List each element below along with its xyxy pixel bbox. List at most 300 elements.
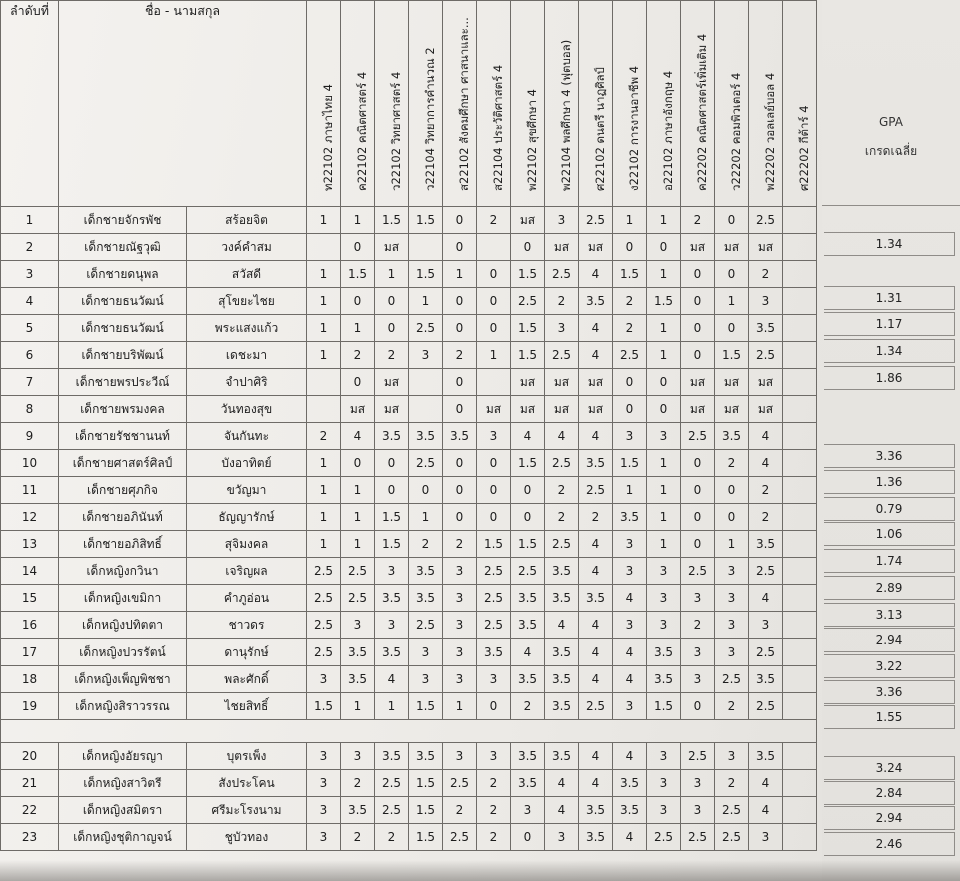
grade-cell: 2.5 [511, 288, 545, 315]
grade-cell: 4 [749, 585, 783, 612]
grade-cell: 2.5 [307, 612, 341, 639]
grade-cell: 3 [477, 666, 511, 693]
grade-cell: 4 [613, 639, 647, 666]
grade-cell: 0 [715, 261, 749, 288]
row-number: 14 [1, 558, 59, 585]
grade-cell: 2 [715, 770, 749, 797]
row-number: 2 [1, 234, 59, 261]
grade-cell: 3.5 [579, 824, 613, 851]
grade-cell: 2.5 [579, 693, 613, 720]
grade-cell: 0 [341, 369, 375, 396]
student-last-name: ชาวดร [187, 612, 307, 639]
grade-cell: 1 [443, 261, 477, 288]
subject-header: ง22102 การงานอาชีพ 4 [613, 1, 647, 207]
grade-cell: 3 [681, 797, 715, 824]
student-first-name: เด็กชายดนุพล [59, 261, 187, 288]
gpa-value: 3.36 [824, 680, 955, 704]
grade-cell: 4 [579, 666, 613, 693]
grade-cell: 3 [307, 797, 341, 824]
student-last-name: สุโขยะไชย [187, 288, 307, 315]
grade-cell: 3.5 [375, 585, 409, 612]
table-row [1, 234, 817, 261]
grade-cell: 4 [375, 666, 409, 693]
table-row [1, 261, 817, 288]
grade-cell: 4 [545, 612, 579, 639]
grade-cell: 3 [715, 639, 749, 666]
grade-cell: 2.5 [545, 531, 579, 558]
grade-cell: 1.5 [511, 531, 545, 558]
grade-cell: 1 [409, 288, 443, 315]
grade-cell: 1 [341, 693, 375, 720]
grade-cell: 3.5 [545, 639, 579, 666]
student-first-name: เด็กชายจักรพัช [59, 207, 187, 234]
grade-cell: 3 [375, 558, 409, 585]
grade-cell [409, 396, 443, 423]
grade-cell: 3.5 [409, 423, 443, 450]
grade-cell: 4 [613, 743, 647, 770]
grade-cell: 3.5 [375, 639, 409, 666]
grade-cell: มส [375, 396, 409, 423]
student-last-name: สร้อยจิต [187, 207, 307, 234]
gpa-value: 2.84 [824, 781, 955, 805]
grade-cell: 4 [579, 639, 613, 666]
grade-cell: 1.5 [511, 315, 545, 342]
grade-cell: 0 [613, 369, 647, 396]
grade-cell: 3 [443, 639, 477, 666]
grade-cell: 2.5 [307, 585, 341, 612]
grade-cell: 2.5 [579, 207, 613, 234]
grade-cell: 1 [341, 531, 375, 558]
grade-cell: 1.5 [409, 207, 443, 234]
grade-cell: 0 [511, 234, 545, 261]
grade-cell: 2 [341, 342, 375, 369]
grade-cell [783, 234, 817, 261]
grade-cell: 3 [443, 585, 477, 612]
grade-cell: 3 [341, 612, 375, 639]
grade-cell: 3.5 [715, 423, 749, 450]
grade-cell: 3.5 [613, 504, 647, 531]
subject-header: อ22102 ภาษาอังกฤษ 4 [647, 1, 681, 207]
grade-cell: 1 [341, 477, 375, 504]
grade-cell: 1 [443, 693, 477, 720]
grade-cell: 3 [681, 639, 715, 666]
grade-cell: 0 [511, 824, 545, 851]
student-first-name: เด็กหญิงเขมิกา [59, 585, 187, 612]
grade-cell [783, 743, 817, 770]
grade-cell: 0 [681, 288, 715, 315]
student-first-name: เด็กชายบริพัฒน์ [59, 342, 187, 369]
grade-cell [783, 639, 817, 666]
table-row [1, 504, 817, 531]
grade-cell: 0 [647, 369, 681, 396]
grade-cell: 2.5 [545, 450, 579, 477]
grade-cell: 0 [443, 207, 477, 234]
student-last-name: พระแสงแก้ว [187, 315, 307, 342]
grade-cell: 2.5 [749, 693, 783, 720]
student-last-name: สวัสดี [187, 261, 307, 288]
grade-cell: 3.5 [749, 666, 783, 693]
grade-cell: 3.5 [579, 797, 613, 824]
grade-cell: 1.5 [409, 770, 443, 797]
grade-cell: 3.5 [579, 450, 613, 477]
grade-cell: 1 [307, 450, 341, 477]
grade-cell: 2 [545, 288, 579, 315]
student-first-name: เด็กชายธนวัฒน์ [59, 288, 187, 315]
grade-cell: 3.5 [443, 423, 477, 450]
grade-cell: 1 [307, 207, 341, 234]
grade-cell: 2.5 [409, 612, 443, 639]
grade-cell: 1.5 [647, 288, 681, 315]
table-row [1, 770, 817, 797]
grade-cell: 3.5 [579, 585, 613, 612]
gpa-value: 1.34 [824, 339, 955, 363]
grade-cell [783, 558, 817, 585]
grade-cell [409, 234, 443, 261]
table-row [1, 585, 817, 612]
grade-cell: 3.5 [341, 666, 375, 693]
grade-cell: 2.5 [375, 797, 409, 824]
grade-cell: 2 [307, 423, 341, 450]
page-fold-gap [1, 720, 817, 743]
table-row [1, 288, 817, 315]
grade-cell: 0 [443, 450, 477, 477]
grade-cell: 3 [409, 639, 443, 666]
grade-cell: 3 [647, 612, 681, 639]
grade-cell: 0 [409, 477, 443, 504]
grade-cell: มส [545, 369, 579, 396]
grade-cell: มส [579, 234, 613, 261]
row-number: 7 [1, 369, 59, 396]
grade-cell: 2.5 [477, 558, 511, 585]
grade-cell: 4 [749, 423, 783, 450]
grade-cell: มส [341, 396, 375, 423]
grade-cell [783, 477, 817, 504]
grade-cell: 2.5 [511, 558, 545, 585]
grade-cell [783, 612, 817, 639]
grade-cell: 0 [375, 477, 409, 504]
grade-cell: 0 [681, 315, 715, 342]
student-first-name: เด็กหญิงปทิตตา [59, 612, 187, 639]
grade-cell: 1.5 [613, 261, 647, 288]
table-row [1, 693, 817, 720]
gpa-value: 1.86 [824, 366, 955, 390]
grade-cell: มส [511, 369, 545, 396]
grade-cell [477, 234, 511, 261]
grade-cell: 2 [715, 450, 749, 477]
gpa-subtitle: เกรดเฉลี่ย [864, 144, 918, 158]
student-first-name: เด็กชายพรมงคล [59, 396, 187, 423]
grade-cell [307, 369, 341, 396]
grade-cell: 3.5 [375, 423, 409, 450]
student-last-name: เจริญผล [187, 558, 307, 585]
grade-cell: 3 [545, 207, 579, 234]
grade-cell: 1.5 [375, 207, 409, 234]
grade-cell [783, 797, 817, 824]
student-last-name: คำภูอ่อน [187, 585, 307, 612]
grade-cell: 3 [613, 612, 647, 639]
grade-cell: 2.5 [409, 315, 443, 342]
grade-cell: 0 [613, 396, 647, 423]
grade-cell [783, 666, 817, 693]
grade-cell: 4 [613, 666, 647, 693]
grade-cell: 3.5 [749, 315, 783, 342]
student-first-name: เด็กชายศาสตร์ศิลป์ [59, 450, 187, 477]
gpa-value: 3.24 [824, 756, 955, 780]
grade-cell: 0 [477, 504, 511, 531]
subject-header: พ22202 วอลเลย์บอล 4 [749, 1, 783, 207]
grade-cell: 1.5 [647, 693, 681, 720]
table-row [1, 824, 817, 851]
row-number: 16 [1, 612, 59, 639]
grade-cell: 1.5 [715, 342, 749, 369]
grade-cell: 3 [647, 423, 681, 450]
grade-cell: 2 [477, 207, 511, 234]
student-first-name: เด็กชายรัชชานนท์ [59, 423, 187, 450]
grade-cell [783, 504, 817, 531]
grade-cell: 0 [477, 261, 511, 288]
grade-cell: 1 [341, 315, 375, 342]
grade-cell: 0 [715, 207, 749, 234]
grade-cell: มส [511, 396, 545, 423]
gpa-value: 1.55 [824, 705, 955, 729]
grade-cell: มส [545, 396, 579, 423]
grade-cell: 3.5 [409, 558, 443, 585]
grade-cell: 2 [375, 342, 409, 369]
grade-cell: 3.5 [477, 639, 511, 666]
gpa-value: 1.17 [824, 312, 955, 336]
grade-cell: 0 [681, 477, 715, 504]
grade-cell: มส [375, 369, 409, 396]
grade-cell [783, 315, 817, 342]
grade-cell: 1 [647, 477, 681, 504]
subject-header: ศ22102 ดนตรี นาฏศิลป์ [579, 1, 613, 207]
student-first-name: เด็กชายอภินันท์ [59, 504, 187, 531]
grade-cell: 0 [715, 477, 749, 504]
grade-cell: 3 [375, 612, 409, 639]
grade-cell: 2.5 [443, 824, 477, 851]
grade-cell: 3 [715, 585, 749, 612]
grade-cell: 3.5 [545, 743, 579, 770]
grade-cell: 3.5 [647, 639, 681, 666]
grade-cell: 3 [681, 666, 715, 693]
grade-cell: 1 [715, 288, 749, 315]
grade-cell: 1.5 [375, 531, 409, 558]
grade-cell: 2.5 [749, 342, 783, 369]
grade-cell: 3.5 [511, 666, 545, 693]
grade-cell: 1.5 [477, 531, 511, 558]
grade-cell: 0 [443, 288, 477, 315]
gpa-value: 1.31 [824, 286, 955, 310]
grade-cell: 3 [341, 743, 375, 770]
column-header-no: ลำดับที่ [1, 1, 59, 207]
student-first-name: เด็กชายศุภกิจ [59, 477, 187, 504]
grade-cell: 1 [477, 342, 511, 369]
grade-cell: 3 [749, 824, 783, 851]
subject-header: ส22102 สังคมศึกษา ศาสนาและ... [443, 1, 477, 207]
grade-cell: 1 [375, 261, 409, 288]
grade-cell: 4 [579, 315, 613, 342]
gpa-value: 1.06 [824, 522, 955, 546]
grade-cell: 3.5 [409, 585, 443, 612]
grade-cell: 4 [341, 423, 375, 450]
grade-cell: 1 [647, 207, 681, 234]
grade-cell: 2 [341, 770, 375, 797]
subject-header: พ22102 สุขศึกษา 4 [511, 1, 545, 207]
row-number: 18 [1, 666, 59, 693]
gpa-value: 1.34 [824, 232, 955, 256]
grade-cell: 2.5 [613, 342, 647, 369]
grade-cell [783, 261, 817, 288]
grade-cell: มส [579, 369, 613, 396]
grade-cell: 1 [647, 342, 681, 369]
table-row [1, 558, 817, 585]
grade-cell: 1 [307, 315, 341, 342]
row-number: 11 [1, 477, 59, 504]
student-first-name: เด็กชายธนวัฒน์ [59, 315, 187, 342]
grade-cell: 3 [511, 797, 545, 824]
grade-cell: 0 [681, 693, 715, 720]
grade-cell: 0 [477, 315, 511, 342]
grade-cell: 1 [307, 288, 341, 315]
gpa-value: 3.36 [824, 444, 955, 468]
grade-cell: 2 [443, 342, 477, 369]
grade-cell: 3 [681, 770, 715, 797]
grade-cell: 2 [341, 824, 375, 851]
grade-cell: 2.5 [681, 423, 715, 450]
grade-cell [783, 342, 817, 369]
grade-cell: 1 [375, 693, 409, 720]
grade-cell: มส [579, 396, 613, 423]
grade-cell: 1 [409, 504, 443, 531]
student-last-name: พละศักดิ์ [187, 666, 307, 693]
grade-cell: 0 [647, 396, 681, 423]
student-last-name: จันกันทะ [187, 423, 307, 450]
grade-cell [783, 585, 817, 612]
grade-cell: 0 [511, 504, 545, 531]
grade-cell: 2.5 [307, 639, 341, 666]
student-first-name: เด็กชายณัฐวุฒิ [59, 234, 187, 261]
grade-cell: 2 [477, 770, 511, 797]
grade-cell: 1.5 [511, 450, 545, 477]
grade-cell: 3 [443, 558, 477, 585]
grade-cell: 1 [307, 261, 341, 288]
grade-cell: 3 [307, 666, 341, 693]
grade-cell: 3.5 [613, 797, 647, 824]
grade-cell: 1 [647, 315, 681, 342]
student-last-name: ชูบัวทอง [187, 824, 307, 851]
grade-cell [783, 396, 817, 423]
grade-cell: 4 [579, 423, 613, 450]
subject-header: ค22102 คณิตศาสตร์ 4 [341, 1, 375, 207]
row-number: 6 [1, 342, 59, 369]
table-row [1, 531, 817, 558]
header-row [1, 1, 817, 207]
student-last-name: ขวัญมา [187, 477, 307, 504]
grade-cell: 2.5 [341, 585, 375, 612]
student-last-name: วงค์คำสม [187, 234, 307, 261]
gpa-panel [822, 0, 960, 881]
grade-cell: 1 [647, 531, 681, 558]
grade-cell: 4 [511, 639, 545, 666]
grade-cell: 3.5 [511, 585, 545, 612]
row-number: 9 [1, 423, 59, 450]
student-last-name: จำปาศิริ [187, 369, 307, 396]
grade-cell [477, 369, 511, 396]
grade-cell: มส [715, 396, 749, 423]
grade-cell: 2.5 [749, 558, 783, 585]
grade-cell: 1.5 [409, 797, 443, 824]
grade-cell: 1.5 [511, 342, 545, 369]
student-last-name: สังประโคน [187, 770, 307, 797]
grade-cell [783, 824, 817, 851]
grade-cell: 1.5 [409, 824, 443, 851]
grade-cell: 3.5 [341, 797, 375, 824]
grade-cell: 0 [715, 315, 749, 342]
grade-cell: 4 [545, 423, 579, 450]
grade-cell: 0 [681, 342, 715, 369]
grade-cell: มส [749, 234, 783, 261]
grade-cell: 2 [477, 797, 511, 824]
grade-cell: 2 [749, 504, 783, 531]
grade-cell: 2 [715, 693, 749, 720]
grade-cell: 3.5 [511, 743, 545, 770]
student-last-name: สุจิมงคล [187, 531, 307, 558]
student-last-name: วันทองสุข [187, 396, 307, 423]
grade-cell [783, 693, 817, 720]
row-number: 1 [1, 207, 59, 234]
grade-cell: 1.5 [341, 261, 375, 288]
grade-cell: 2.5 [443, 770, 477, 797]
grade-cell: 0 [613, 234, 647, 261]
grade-cell: 2.5 [409, 450, 443, 477]
grade-cell: มส [681, 396, 715, 423]
grade-cell: 4 [749, 450, 783, 477]
grade-cell: 0 [477, 693, 511, 720]
grade-cell: 3.5 [511, 770, 545, 797]
gpa-value: 1.36 [824, 470, 955, 494]
grade-cell: 2 [613, 315, 647, 342]
row-number: 12 [1, 504, 59, 531]
grade-cell: 1 [307, 531, 341, 558]
grade-cell: 3 [613, 693, 647, 720]
grade-cell [409, 369, 443, 396]
table-row [1, 207, 817, 234]
gpa-value: 2.94 [824, 628, 955, 652]
grade-cell: 1.5 [409, 693, 443, 720]
grade-cell: 3 [715, 558, 749, 585]
grade-cell: 2.5 [715, 797, 749, 824]
grade-cell: 3.5 [545, 558, 579, 585]
table-row [1, 423, 817, 450]
grade-cell: 2.5 [579, 477, 613, 504]
student-first-name: เด็กหญิงอัยรญา [59, 743, 187, 770]
grade-cell: 3 [647, 558, 681, 585]
grade-cell: 0 [443, 369, 477, 396]
grade-cell: 2.5 [715, 824, 749, 851]
student-last-name: บังอาทิตย์ [187, 450, 307, 477]
student-first-name: เด็กหญิงกวินา [59, 558, 187, 585]
grade-cell: 3 [307, 824, 341, 851]
grade-cell: 1 [307, 477, 341, 504]
subject-header: ว22202 คอมพิวเตอร์ 4 [715, 1, 749, 207]
grade-cell: 0 [477, 450, 511, 477]
grade-cell: 0 [681, 504, 715, 531]
grade-cell: 2.5 [341, 558, 375, 585]
table-row [1, 666, 817, 693]
student-first-name: เด็กชายพรประวีณ์ [59, 369, 187, 396]
grade-cell: 0 [477, 288, 511, 315]
table-row [1, 797, 817, 824]
